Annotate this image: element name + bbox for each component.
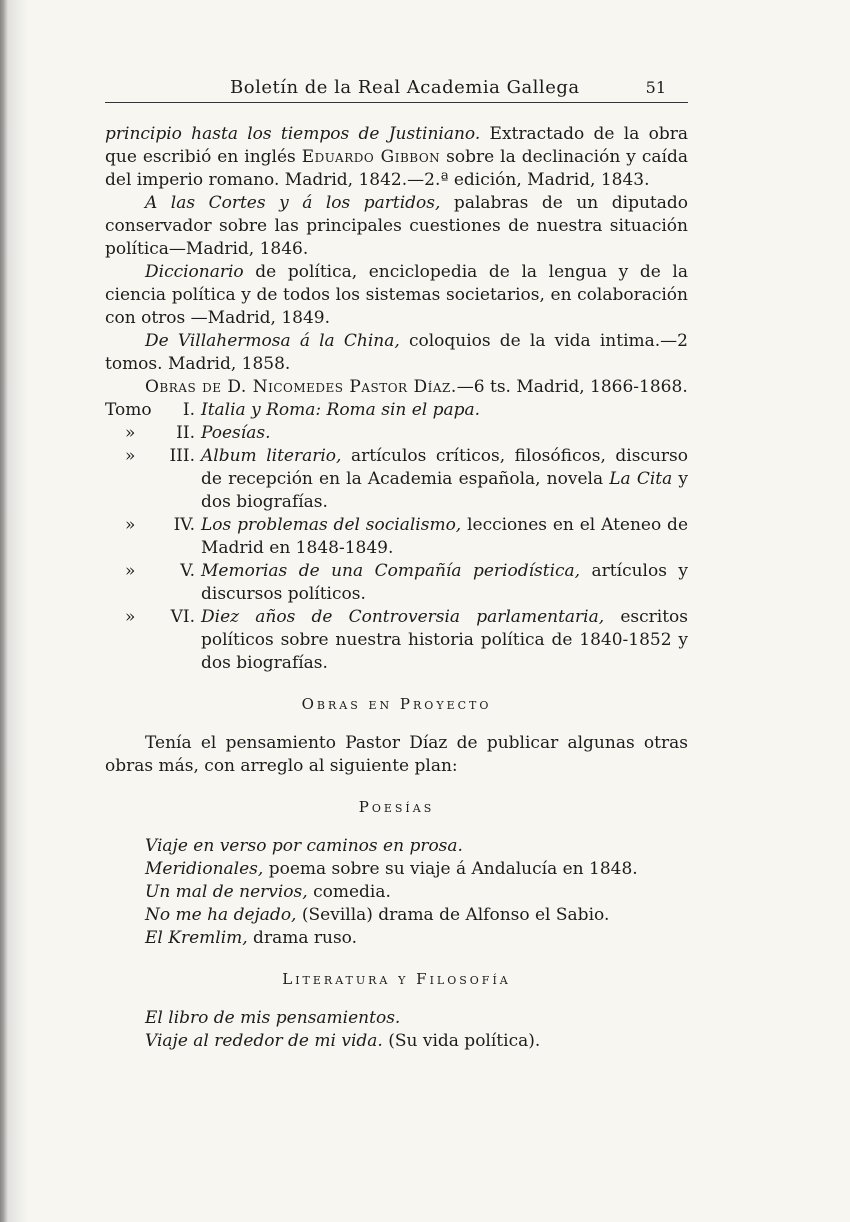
header-rule [105, 102, 688, 103]
section-heading-proyecto: Obras en Proyecto [301, 695, 492, 713]
entry-paragraph: De Villahermosa á la China, coloquios de la vida intima.—2 tomos. Madrid, 1858. [105, 331, 688, 374]
list-item: Meridionales, poema sobre su viaje á Andalucía en 1848. [145, 859, 638, 879]
entry-paragraph: A las Cortes y á los partidos, palabras de un diputado conservador sobre las principales cuestiones de nuestra situación política—Madrid, 1846. [105, 193, 688, 259]
list-item: Viaje en verso por caminos en prosa. [145, 836, 463, 856]
tomo-row: » VI. Diez años de Controversia parlamentaria, escritos políticos sobre nuestra historia política de 1840-1852 y dos biografías. [125, 607, 688, 673]
header-title: Boletín de la Real Academia Gallega [230, 77, 580, 98]
list-item: Un mal de nervios, comedia. [145, 882, 391, 902]
obras-line: Obras de D. Nicomedes Pastor Díaz.—6 ts. Madrid, 1866-1868. [145, 377, 688, 397]
list-item: Viaje al rededor de mi vida. (Su vida política). [145, 1031, 541, 1051]
proyecto-paragraph: Tenía el pensamiento Pastor Díaz de publicar algunas otras obras más, con arreglo al siguiente plan: [105, 733, 688, 776]
entry-paragraph: Diccionario de política, enciclopedia de la lengua y de la ciencia política y de todos los sistemas societarios, en colaboración con otros —Madrid, 1849. [105, 262, 688, 328]
page-number: 51 [645, 78, 666, 97]
tomo-row: » II. Poesías. [125, 423, 271, 443]
list-item: El Kremlim, drama ruso. [145, 928, 358, 948]
scan-edge-shadow [0, 0, 30, 1222]
tomo-row: » IV. Los problemas del socialismo, lecciones en el Ateneo de Madrid en 1848-1849. [125, 515, 689, 558]
document-page [105, 70, 688, 1053]
tomo-row: » V. Memorias de una Compañía periodística, artículos y discursos políticos. [125, 561, 688, 604]
tomo-row: Tomo I. Italia y Roma: Roma sin el papa. [105, 400, 481, 420]
section-heading-poesias: Poesías [358, 798, 435, 816]
tomo-row: » III. Album literario, artículos críticos, filosóficos, discurso de recepción en la Academia española, novela La Cita y dos biografías. [125, 446, 688, 512]
entry-paragraph: principio hasta los tiempos de Justiniano. Extractado de la obra que escribió en inglés Eduardo Gibbon sobre la declinación y caída del imperio romano. Madrid, 1842.—2.ª edición, Madrid, 1843. [105, 124, 688, 190]
running-header [105, 70, 688, 102]
list-item: El libro de mis pensamientos. [145, 1008, 401, 1028]
section-heading-literatura: Literatura y Filosofía [282, 970, 511, 988]
list-item: No me ha dejado, (Sevilla) drama de Alfonso el Sabio. [145, 905, 610, 925]
